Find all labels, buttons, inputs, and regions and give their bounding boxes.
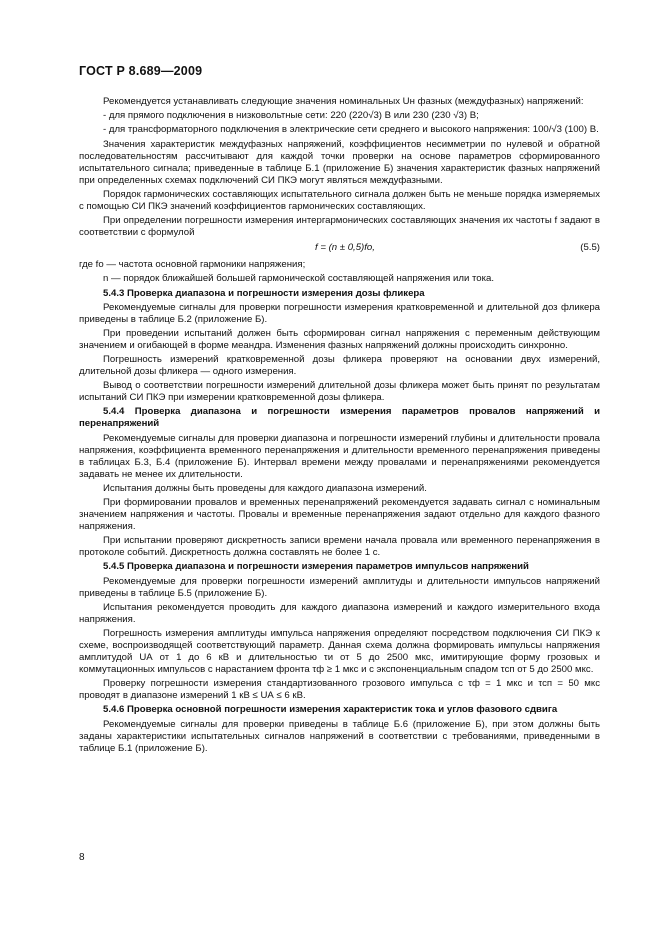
paragraph: Рекомендуемые сигналы для проверки приведены в таблице Б.6 (приложение Б), при этом должны быть заданы характеристики испытательных сигналов напряжений в соответствии с требованиями, приведенными в таблице Б.1 (приложение Б). [79, 718, 600, 754]
paragraph: Испытания должны быть проведены для каждого диапазона измерений. [103, 482, 427, 494]
paragraphs-block-1 [79, 96, 600, 239]
paragraph: Погрешность измерений кратковременной дозы фликера проверяют на основании двух измерений, длительной дозы фликера — одного измерения. [79, 354, 600, 378]
paragraph: Рекомендуемые сигналы для проверки погрешности измерения кратковременной и длительной доз фликера приведены в таблице Б.2 (приложение Б). [79, 301, 600, 325]
page-number: 8 [79, 852, 85, 863]
section-heading: 5.4.4 Проверка диапазона и погрешности измерения параметров провалов напряжений и перенапряжений [79, 406, 600, 430]
paragraph: Проверку погрешности измерения стандартизованного грозового импульса с τф = 1 мкс и τсп = 50 мкс проводят в диапазоне измерений 1 кВ ≤ UА ≤ 6 кВ. [79, 678, 600, 702]
formula-5-5 [79, 241, 600, 257]
paragraph: где fo — частота основной гармоники напряжения; [79, 259, 306, 271]
section-heading: 5.4.5 Проверка диапазона и погрешности измерения параметров импульсов напряжений [103, 561, 529, 573]
paragraph: Значения характеристик междуфазных напряжений, коэффициентов несимметрии по нулевой и обратной последовательностям рассчитывают для каждой точки проверки на основе параметров сформированного испытательного сигнала; приведенные в таблице Б.1 (приложение Б) значения характеристик фазных напряжений при определенных схемах подключений СИ ПКЭ могут являться междуфазными. [79, 138, 600, 186]
paragraph: Рекомендуется устанавливать следующие значения номинальных Uн фазных (междуфазных) напряжений: [103, 96, 584, 107]
paragraph: Рекомендуемые для проверки погрешности измерений амплитуды и длительности импульсов напряжений приведены в таблице Б.5 (приложение Б). [79, 575, 600, 599]
document-body [79, 96, 600, 757]
paragraph: При определении погрешности измерения интергармонических составляющих значения их частоты f задают в соответствии с формулой [79, 214, 600, 238]
document-header: ГОСТ Р 8.689—2009 [79, 64, 203, 78]
paragraph: Порядок гармонических составляющих испытательного сигнала должен быть не меньше порядка измеряемых с помощью СИ ПКЭ значений коэффициентов гармонических составляющих. [79, 188, 600, 212]
formula-number: (5.5) [580, 242, 600, 254]
section-heading: 5.4.3 Проверка диапазона и погрешности измерения дозы фликера [103, 287, 425, 299]
paragraph: Погрешность измерения амплитуды импульса напряжения определяют посредством подключения СИ ПКЭ к схеме, воспроизводящей соответствующий параметр. Данная схема должна формировать импульсы напряжения амплитудой UА от 1 до 6 кВ и длительностью τи от 5 до 2500 мкс, имитирующие форму грозовых и коммутационных импульсов с нарастанием фронта τф ≥ 1 мкс и с экспоненциальным спадом τсп от 5 до 2500 мкс. [79, 627, 600, 675]
paragraph: Испытания рекомендуется проводить для каждого диапазона измерений и каждого измерительного входа напряжения. [79, 601, 600, 625]
paragraph: Вывод о соответствии погрешности измерений длительной дозы фликера может быть принят по результатам испытаний СИ ПКЭ при измерении кратковременной дозы фликера. [79, 380, 600, 404]
section-heading: 5.4.6 Проверка основной погрешности измерения характеристик тока и углов фазового сдвига [103, 704, 558, 716]
formula-expression: f = (n ± 0,5)fo, [315, 242, 375, 254]
paragraph: - для трансформаторного подключения в электрические сети среднего и высокого напряжения: 100/√3 (100) В. [103, 124, 599, 136]
paragraph: При испытании проверяют дискретность записи времени начала провала или временного перенапряжения в протоколе событий. Дискретность должна составлять не более 1 с. [79, 535, 600, 559]
paragraphs-block-2 [79, 259, 600, 754]
paragraph: При проведении испытаний должен быть сформирован сигнал напряжения с переменным действующим значением и огибающей в форме меандра. Изменения фазных напряжений должны происходить синхронно. [79, 327, 600, 351]
paragraph: Рекомендуемые сигналы для проверки диапазона и погрешности измерений глубины и длительности провала напряжения, коэффициента временного перенапряжения и длительности временного перенапряжения приведены в таблицах Б.3, Б.4 (приложение Б). Интервал времени между провалами и перенапряжениями рекомендуется задавать не менее их длительности. [79, 432, 600, 480]
paragraph: При формировании провалов и временных перенапряжений рекомендуется задавать сигнал с номинальным значением напряжения и частоты. Провалы и временные перенапряжения задают отдельно для каждого фазного напряжения. [79, 497, 600, 532]
paragraph: - для прямого подключения в низковольтные сети: 220 (220√3) В или 230 (230 √3) В; [103, 110, 479, 122]
paragraph: n — порядок ближайшей большей гармонической составляющей напряжения или тока. [103, 273, 495, 285]
